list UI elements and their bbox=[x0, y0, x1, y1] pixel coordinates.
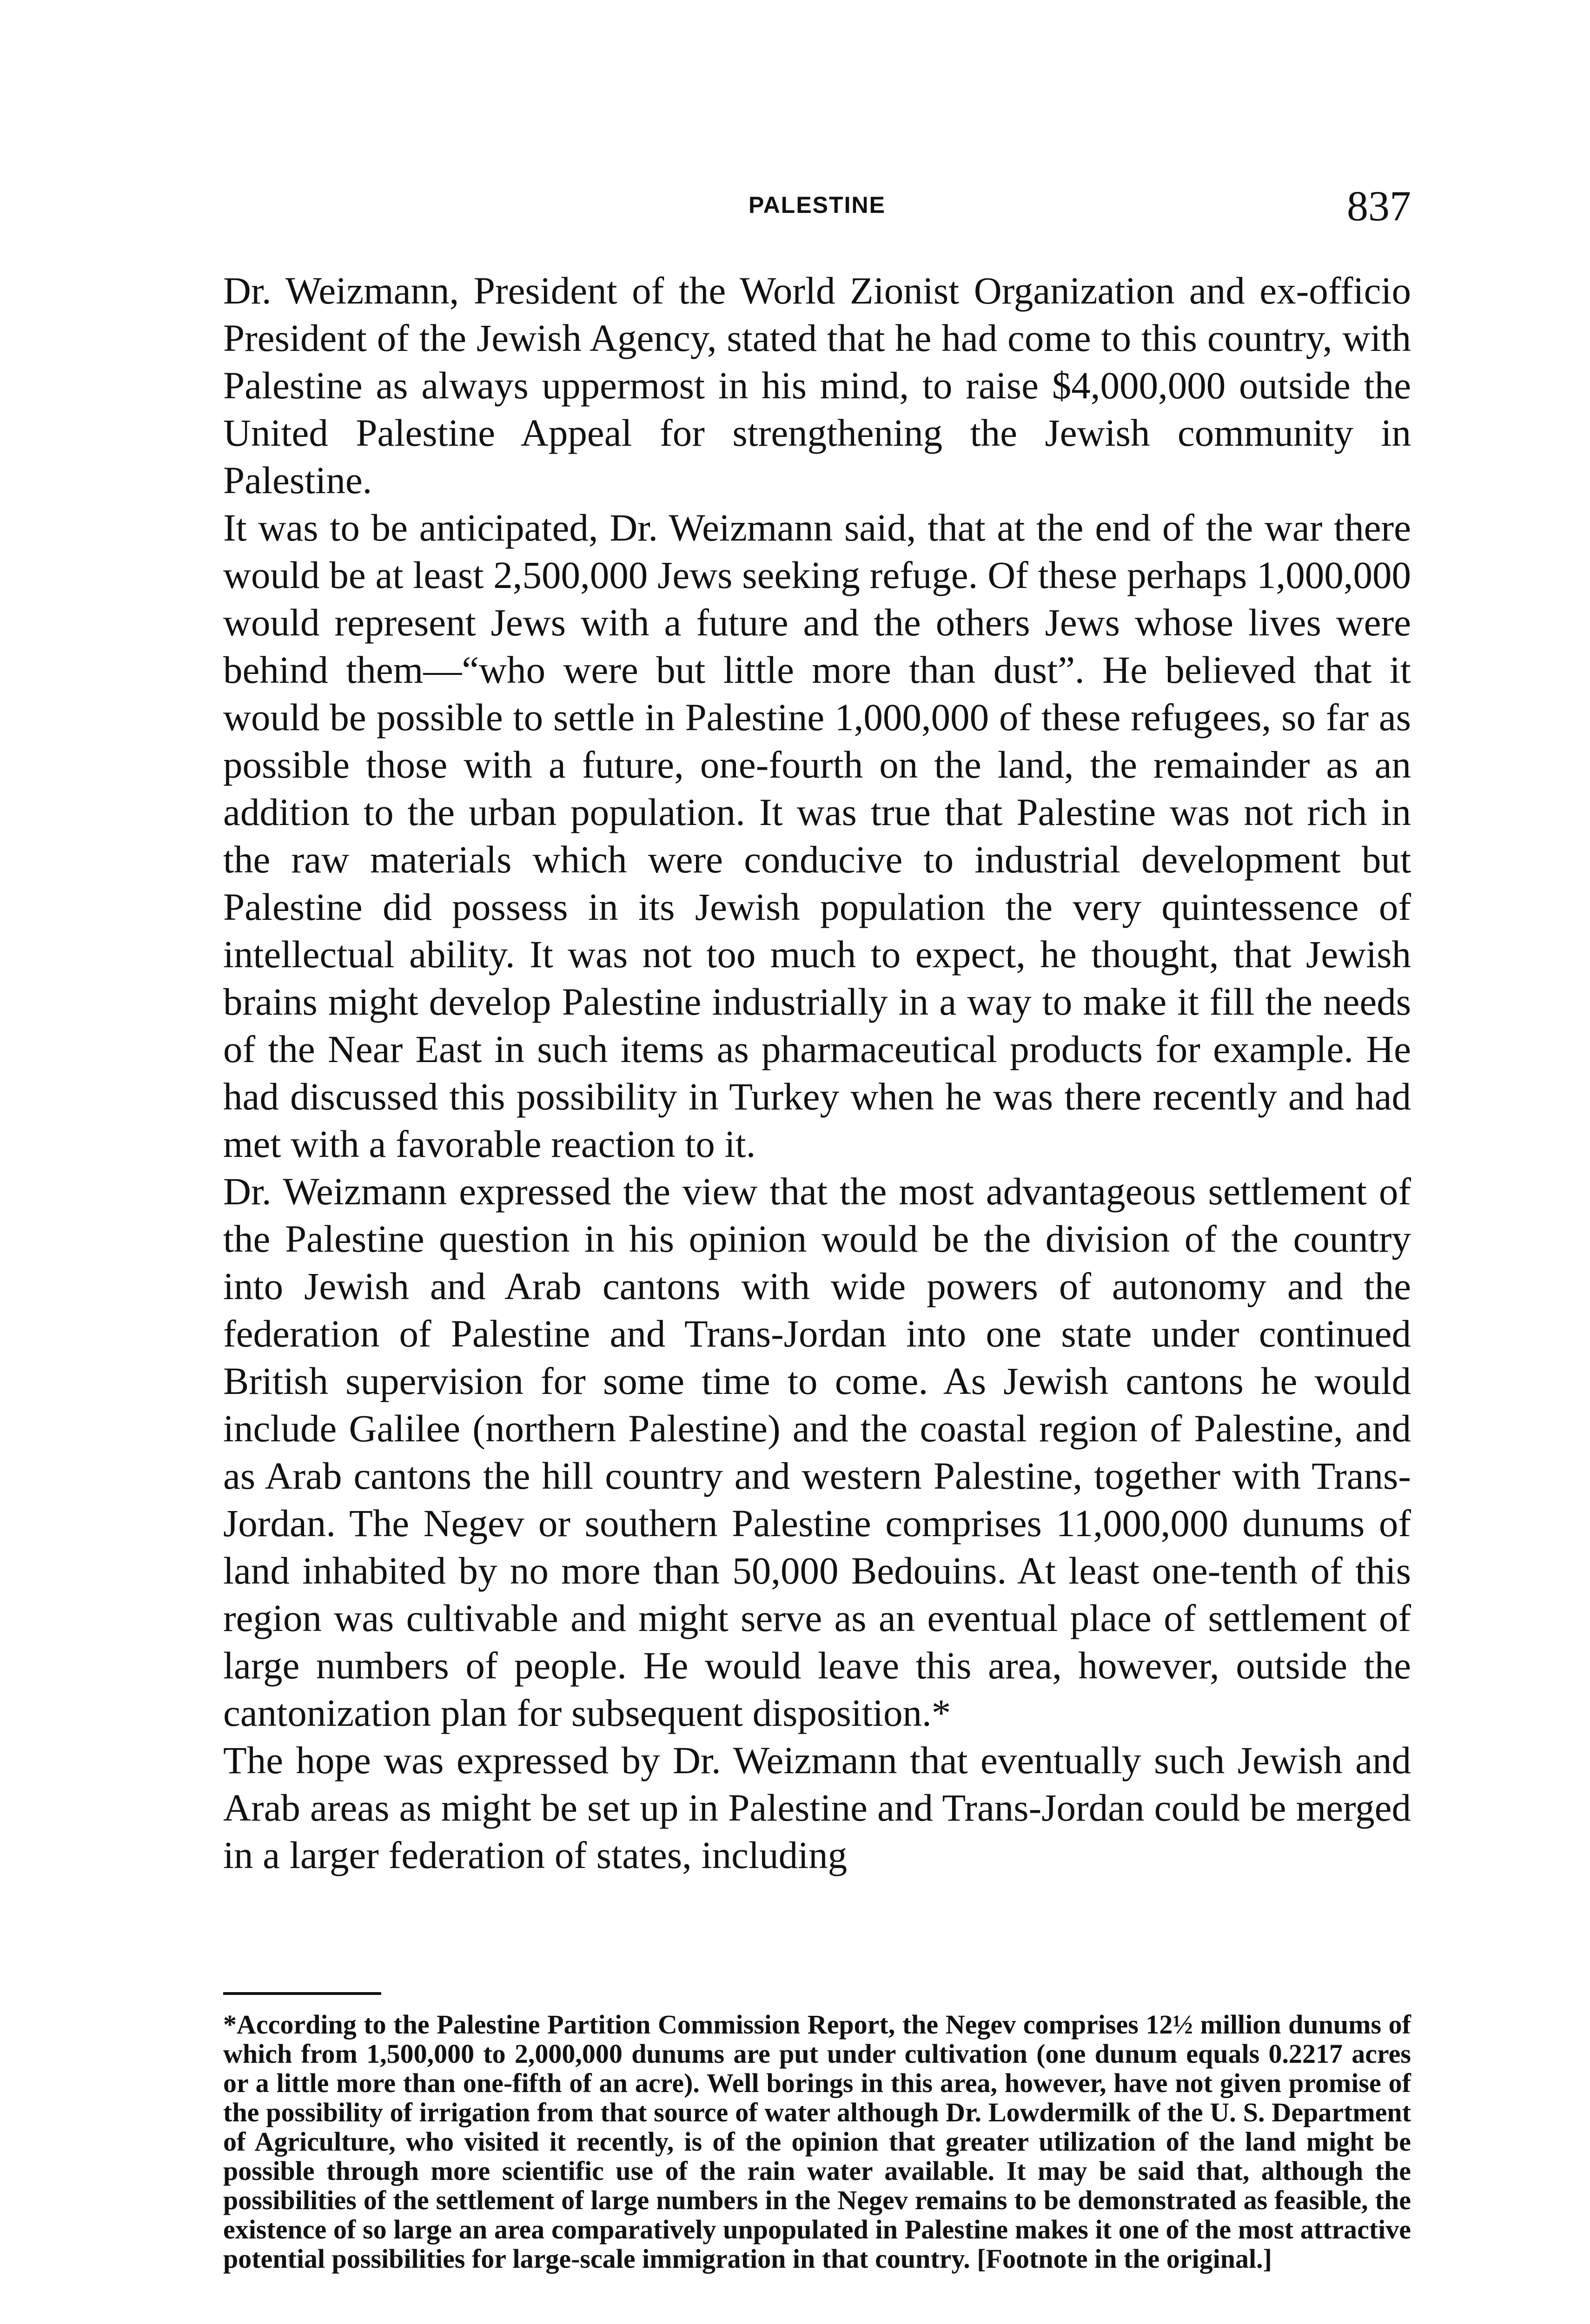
paragraph-weizmann-visit: Dr. Weizmann, President of the World Zionist Organization and ex-officio President of the Jewish Agency, stated that he had come to this country, with Palestine as always uppermost in his mind, to raise $4,000,000 outside the United Palestine Appeal for strengthening the Jewish community in Palestine. bbox=[223, 269, 1411, 502]
paragraph-cantons: Dr. Weizmann expressed the view that the most advantageous settlement of the Palestine question in his opinion would be the division of the country into Jewish and Arab cantons with wide powers of autonomy and the federation of Palestine and Trans-Jordan into one state under continued British supervision for some time to come. As Jewish cantons he would include Galilee (northern Palestine) and the coastal region of Palestine, and as Arab cantons the hill country and western Palestine, together with Trans-Jordan. The Negev or southern Palestine comprises 11,000,000 dunums of land inhabited by no more than 50,000 Bedouins. At least one-tenth of this region was cultivable and might serve as an eventual place of settlement of large numbers of people. He would leave this area, however, outside the cantonization plan for subsequent disposition.* bbox=[223, 1170, 1411, 1734]
running-head: PALESTINE bbox=[749, 192, 886, 218]
page-header bbox=[223, 181, 1411, 242]
body-text bbox=[223, 267, 1411, 1879]
paragraph-refugees: It was to be anticipated, Dr. Weizmann said, that at the end of the war there would be at least 2,500,000 Jews seeking refuge. Of these perhaps 1,000,000 would represent Jews with a future and the others Jews whose lives were behind them—“who were but little more than dust”. He believed that it would be possible to settle in Palestine 1,000,000 of these refugees, so far as possible those with a future, one-fourth on the land, the remainder as an addition to the urban population. It was true that Palestine was not rich in the raw materials which were conducive to industrial development but Palestine did possess in its Jewish population the very quintessence of intellectual ability. It was not too much to expect, he thought, that Jewish brains might develop Palestine industrially in a way to make it fill the needs of the Near East in such items as pharmaceutical products for example. He had discussed this possibility in Turkey when he was there recently and had met with a favorable reaction to it. bbox=[223, 506, 1411, 1165]
footnote-divider bbox=[223, 1992, 381, 1995]
footnote: *According to the Palestine Partition Commission Report, the Negev comprises 12½ million dunums of which from 1,500,000 to 2,000,000 dunums are put under cultivation (one dunum equals 0.2217 acres or a little more than one-fifth of an acre). Well borings in this area, however, have not given promise of the possibility of irrigation from that source of water although Dr. Lowdermilk of the U. S. Department of Agriculture, who visited it recently, is of the opinion that greater utilization of the land might be possible through more scientific use of the rain water available. It may be said that, although the possibilities of the settlement of large numbers in the Negev remains to be demonstrated as feasible, the existence of so large an area comparatively unpopulated in Palestine makes it one of the most attractive potential possibilities for large-scale immigration in that country. [Footnote in the original.] bbox=[223, 2009, 1411, 2274]
paragraph-federation: The hope was expressed by Dr. Weizmann that eventually such Jewish and Arab areas as might be set up in Palestine and Trans-Jordan could be merged in a larger federation of states, including bbox=[223, 1739, 1411, 1876]
page-number: 837 bbox=[1347, 182, 1411, 230]
